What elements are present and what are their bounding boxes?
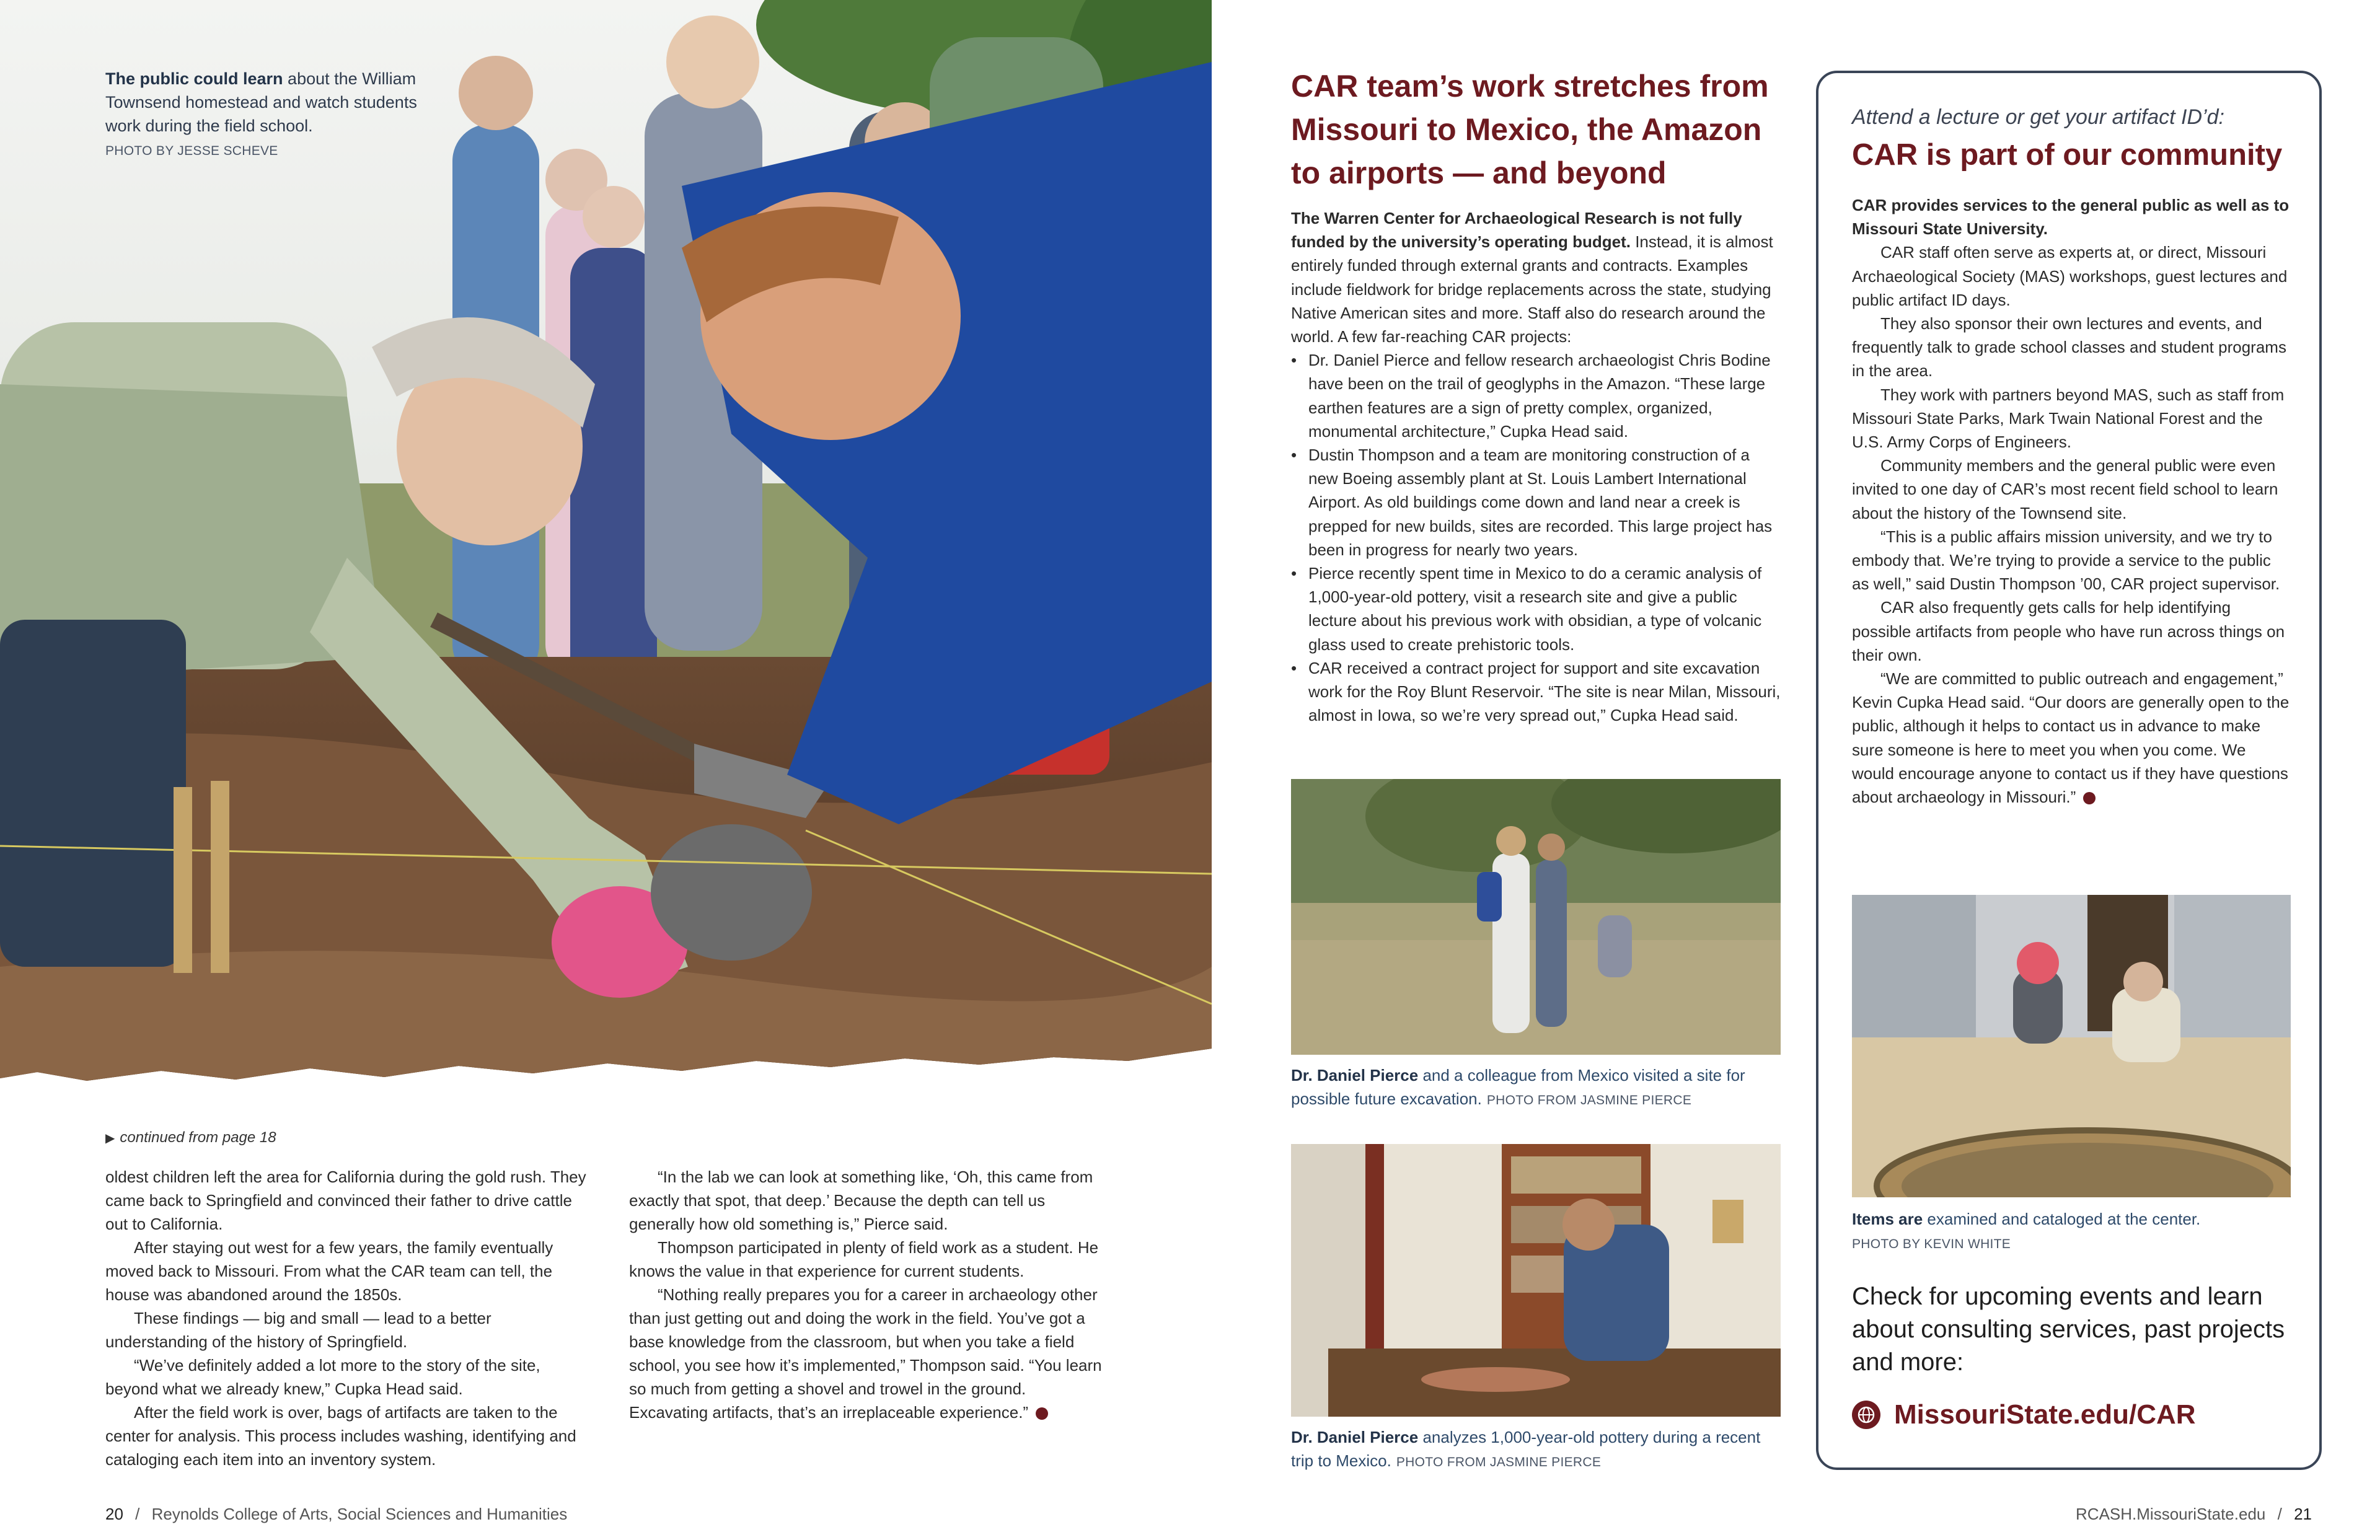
continued-note[interactable] [105, 1129, 276, 1146]
photo2-credit: PHOTO FROM JASMINE PIERCE [1396, 1455, 1602, 1469]
project-list-item: • CAR received a contract project for support and site excavation work for the Roy Blunt Reservoir. “The site is near Milan, Missouri, almost in Iowa, so we’re very spread out,” Cupka Head said. [1308, 656, 1781, 728]
col1-paragraph: After staying out west for a few years, the family eventually moved back to Missouri. From what the CAR team can tell, the house was abandoned around the 1850s. [105, 1238, 553, 1304]
hero-photo-credit: PHOTO BY JESSE SCHEVE [105, 144, 278, 158]
car-website-text: MissouriState.edu/CAR [1894, 1399, 2196, 1430]
sidebar-last-text: “We are committed to public outreach and engagement,” Kevin Cupka Head said. “Our doors are generally open to the public, although it helps to contact us in advance to make sure someone is here to meet you when you come. We would encourage anyone to contact us if they have questions about archaeology in Missouri.” [1852, 669, 2290, 807]
footer-site: RCASH.MissouriState.edu [2076, 1505, 2266, 1523]
col2-paragraph: Thompson participated in plenty of field work as a student. He knows the value in that experience for current students. [629, 1238, 1099, 1280]
photo2-caption-text: analyzes 1,000-year-old pottery during a recent trip to Mexico. [1291, 1428, 1761, 1470]
hero-caption [105, 67, 452, 163]
end-mark-icon [1036, 1407, 1048, 1420]
sidebar-paragraph [1852, 667, 2292, 809]
left-footer [105, 1505, 567, 1524]
page-number-right: 21 [2294, 1505, 2312, 1523]
article-headline: CAR team’s work stretches from Missouri to Mexico, the Amazon to airports — and beyond [1291, 69, 1769, 190]
col2-paragraph [629, 1283, 1106, 1424]
sidebar-paragraph: Community members and the general public were even invited to one day of CAR’s most recent field school to learn about the history of the Townsend site. [1852, 456, 2278, 522]
project-list-item: • Dr. Daniel Pierce and fellow research archaeologist Chris Bodine have been on the trail of geoglyphs in the Amazon. “These large earthen features are a sign of pretty complex, organized, monumental architecture,” Cupka Head said. [1308, 348, 1781, 443]
photo2-caption [1291, 1425, 1787, 1474]
intro-rest: Instead, it is almost entirely funded through external grants and contracts. Examples include fieldwork for bridge replacements across the state, studying Native American sites and more. Staff also do research around the world. A few far-reaching CAR projects: [1291, 232, 1773, 346]
end-mark-icon [2083, 792, 2096, 804]
sidebar-body [1852, 193, 2292, 809]
article-column-2 [629, 1165, 1106, 1424]
photo1-caption-lead: Dr. Daniel Pierce [1291, 1066, 1419, 1085]
globe-icon [1852, 1401, 1880, 1429]
sidebar-paragraph: CAR also frequently gets calls for help identifying possible artifacts from people who have run across things on their own. [1852, 598, 2285, 664]
footer-college: Reynolds College of Arts, Social Sciences and Humanities [151, 1505, 568, 1523]
hero-photo [0, 0, 1212, 1115]
footer-separator: / [135, 1505, 140, 1523]
sidebar-cta: Check for upcoming events and learn about consulting services, past projects and more: [1852, 1283, 2285, 1376]
photo1-caption [1291, 1063, 1787, 1112]
col2-paragraph: “In the lab we can look at something like, ‘Oh, this came from exactly that spot, that deep.’ Because the depth can tell us generally how old something is,” Pierce said. [629, 1168, 1093, 1233]
hero-caption-lead: The public could learn [105, 69, 283, 88]
photo2-caption-lead: Dr. Daniel Pierce [1291, 1428, 1419, 1446]
article-body [1291, 206, 1781, 727]
col1-paragraph: These findings — big and small — lead to a better understanding of the history of Springfield. [105, 1309, 491, 1351]
sidebar-title: CAR is part of our community [1852, 138, 2283, 172]
lab-photo [1852, 895, 2291, 1197]
photo1-caption-text: and a colleague from Mexico visited a site for possible future excavation. [1291, 1066, 1745, 1108]
project-list-item: • Pierce recently spent time in Mexico to do a ceramic analysis of 1,000-year-old pottery, visit a research site and give a public lecture about his previous work with obsidian, a type of volcanic glass used to create prehistoric tools. [1308, 561, 1781, 656]
sidebar-paragraph: They also sponsor their own lectures and events, and frequently talk to grade school classes and student programs in the area. [1852, 314, 2286, 381]
sidebar-paragraph: CAR staff often serve as experts at, or direct, Missouri Archaeological Society (MAS) workshops, guest lectures and public artifact ID days. [1852, 243, 2288, 309]
project-list [1291, 348, 1781, 727]
lab-caption-text: examined and cataloged at the center. [1923, 1210, 2201, 1228]
right-footer [2076, 1505, 2312, 1524]
project-list-item: • Dustin Thompson and a team are monitoring construction of a new Boeing assembly plant at St. Louis Lambert International Airport. As old buildings come down and land near a creek is prepped for new builds, sites are recorded. This large project has been in progress for nearly two years. [1308, 443, 1781, 561]
col1-paragraph: After the field work is over, bags of artifacts are taken to the center for analysis. This process includes washing, identifying and cataloging each item into an inventory system. [105, 1403, 576, 1469]
col1-paragraph: “We’ve definitely added a lot more to the story of the site, beyond what we already knew,” Cupka Head said. [105, 1356, 540, 1398]
lab-photo-caption [1852, 1207, 2291, 1256]
pottery-analysis-photo [1291, 1144, 1781, 1417]
col2-last-text: “Nothing really prepares you for a career in archaeology other than just getting out and doing the work in the field. You’ve got a base knowledge from the classroom, but when you take a field school, you see how it’s implemented,” Thompson said. “You learn so much from getting a shovel and trowel in the ground. Excavating artifacts, that’s an irreplaceable experience.” [629, 1285, 1102, 1422]
lab-caption-lead: Items are [1852, 1210, 1923, 1228]
footer-separator: / [2277, 1505, 2282, 1523]
sidebar-kicker: Attend a lecture or get your artifact ID’d: [1852, 105, 2224, 129]
car-website-link[interactable] [1852, 1399, 2196, 1430]
page-number-left: 20 [105, 1505, 123, 1523]
photo1-credit: PHOTO FROM JASMINE PIERCE [1486, 1093, 1692, 1107]
intro-paragraph [1291, 206, 1781, 348]
field-site-photo [1291, 779, 1781, 1055]
hero-caption-text: about the William Townsend homestead and watch students work during the field school. [105, 69, 417, 135]
continued-text: continued from page 18 [120, 1129, 276, 1146]
article-column-1 [105, 1165, 595, 1471]
col1-paragraph: oldest children left the area for California during the gold rush. They came back to Springfield and convinced their father to drive cattle out to California. [105, 1168, 586, 1233]
sidebar-paragraph: They work with partners beyond MAS, such as staff from Missouri State Parks, Mark Twain National Forest and the U.S. Army Corps of Engineers. [1852, 385, 2285, 452]
sidebar-paragraph: “This is a public affairs mission university, and we try to embody that. We’re trying to provide a service to the public as well,” said Dustin Thompson ’00, CAR project supervisor. [1852, 527, 2280, 594]
lab-photo-credit: PHOTO BY KEVIN WHITE [1852, 1237, 2011, 1251]
triangle-right-icon: ▶ [105, 1132, 115, 1145]
sidebar-lead: CAR provides services to the general public as well as to Missouri State University. [1852, 196, 2290, 239]
intro-bold: The Warren Center for Archaeological Research is not fully funded by the university’s operating budget. [1291, 209, 1742, 252]
